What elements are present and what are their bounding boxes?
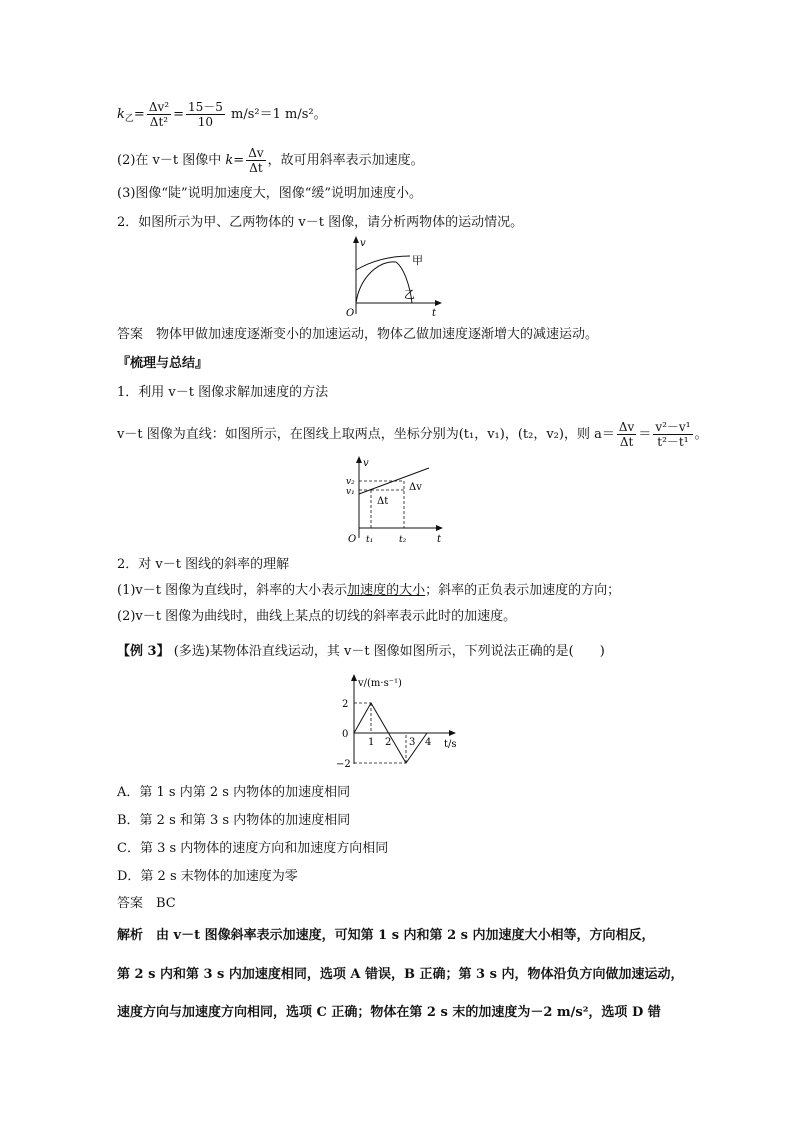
y-tick-0: 0: [342, 729, 349, 740]
x-axis-label: t/s: [444, 739, 457, 750]
option-b: B．第 2 s 和第 3 s 内物体的加速度相同: [117, 813, 351, 828]
x-tick-4: 4: [425, 737, 432, 748]
origin-label: O: [346, 308, 355, 319]
formula-k-yi: $k_乙=$ $\frac{\text{Δv²}}{\text{Δt²}}$ = $\frac{15-5}{10}$ m/s²＝1 m/s²。: [117, 100, 327, 129]
method-heading: 1．利用 v－t 图像求解加速度的方法: [117, 385, 329, 400]
curve-jia-label: 甲: [412, 254, 423, 267]
v1-label: v₁: [346, 487, 355, 497]
slope-item-2: (2)v－t 图像为曲线时，曲线上某点的切线的斜率表示此时的加速度。: [117, 609, 517, 624]
axis-v-label: v: [360, 238, 366, 249]
y-tick-neg2: −2: [336, 759, 351, 770]
section-title: 『梳理与总结』: [117, 356, 209, 371]
analysis-line-3: 速度方向与加速度方向相同，选项 C 正确；物体在第 2 s 末的加速度为－2 m/s²，选项 D 错: [117, 1005, 661, 1020]
fraction: $\frac{15-5}{10}$: [187, 100, 223, 129]
paragraph-slope-k: (2)在 v－t 图像中 k= $\frac{\Delta v}{\Delta t}$ ，故可用斜率表示加速度。: [117, 146, 424, 175]
curve-yi-label: 乙: [404, 288, 415, 301]
x-tick-2: 2: [385, 737, 392, 748]
slope-item-1: (1)v－t 图像为直线时，斜率的大小表示加速度的大小；斜率的正负表示加速度的方向；: [117, 583, 621, 598]
axis-t-label: t: [437, 534, 442, 545]
x-tick-1: 1: [368, 737, 375, 748]
y-axis-label: v/(m·s⁻¹): [358, 678, 402, 689]
t2-label: t₂: [399, 535, 407, 545]
vt-figure-slope: [343, 454, 453, 546]
delta-v-label: Δv: [409, 482, 422, 493]
option-c: C．第 3 s 内物体的速度方向和加速度方向相同: [117, 841, 389, 856]
answer-2: 答案 BC: [117, 896, 176, 911]
t1-label: t₁: [366, 535, 374, 545]
answer-1: 答案 物体甲做加速度逐渐变小的加速运动，物体乙做加速度逐渐增大的减速运动。: [117, 327, 599, 342]
paragraph-two-points: v－t 图像为直线：如图所示，在图线上取两点，坐标分别为(t₁，v₁)，(t₂，v₂)，则 a＝ $\frac{\Delta v}{\Delta t}$ ＝ $\frac{\text{v²－v¹}}{\text{t²－t¹}}$ 。: [117, 420, 708, 449]
axis-v-label: v: [363, 458, 369, 469]
option-a: A．第 1 s 内第 2 s 内物体的加速度相同: [117, 785, 351, 800]
question-2: 2．如图所示为甲、乙两物体的 v－t 图像，请分析两物体的运动情况。: [117, 215, 524, 230]
vt-figure-example: [334, 672, 469, 772]
origin-label: O: [348, 534, 357, 545]
x-tick-3: 3: [409, 737, 416, 748]
fraction: $\frac{\text{Δv²}}{\text{Δt²}}$: [148, 100, 170, 129]
delta-t-label: Δt: [377, 496, 389, 507]
option-d: D．第 2 s 末物体的加速度为零: [117, 869, 298, 884]
paragraph-steep: (3)图像“陡”说明加速度大，图像“缓”说明加速度小。: [117, 186, 422, 201]
slope-heading: 2．对 v－t 图线的斜率的理解: [117, 557, 290, 572]
example-3: 【例 3】 (多选)某物体沿直线运动，其 v－t 图像如图所示，下列说法正确的是( ): [117, 644, 605, 659]
v2-label: v₂: [346, 477, 355, 487]
analysis-line-1: 解析 由 v－t 图像斜率表示加速度，可知第 1 s 内和第 2 s 内加速度大小相等，方向相反，: [117, 928, 655, 943]
analysis-line-2: 第 2 s 内和第 3 s 内加速度相同，选项 A 错误，B 正确；第 3 s 内，物体沿负方向做加速运动，: [117, 967, 684, 982]
axis-t-label: t: [432, 308, 437, 319]
y-tick-2: 2: [342, 699, 349, 710]
vt-figure-jia-yi: [340, 234, 450, 320]
